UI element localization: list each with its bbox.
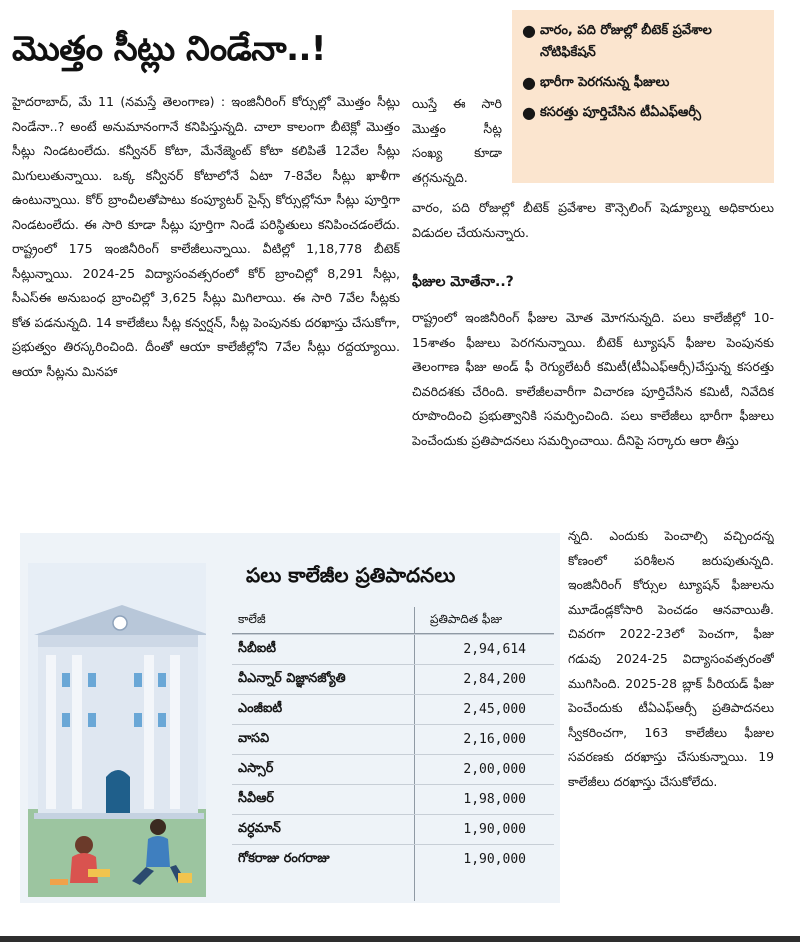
table-header-row xyxy=(232,607,554,634)
section-subheading: ఫీజుల మోతేనా..? xyxy=(412,274,514,290)
proposed-fee: 1,90,000 xyxy=(463,852,526,867)
proposed-fee: 2,45,000 xyxy=(463,702,526,717)
article-paragraph: వారం, పది రోజుల్లో బీటెక్ ప్రవేశాల కౌన్సెలింగ్ షెడ్యూల్ను అధికారులు విడుదల చేయనున్నారు. xyxy=(412,200,774,240)
table-row xyxy=(232,754,554,784)
bottom-rule xyxy=(0,936,800,942)
article-column-2-schedule xyxy=(412,196,774,260)
highlights-box xyxy=(512,10,774,183)
proposed-fee: 1,98,000 xyxy=(463,792,526,807)
highlights-list xyxy=(512,10,774,124)
header-college: కాలేజీ xyxy=(238,611,266,626)
proposed-fee: 2,84,200 xyxy=(463,672,526,687)
table-row xyxy=(232,844,554,874)
college-name: వాసవి xyxy=(238,730,270,746)
table-row xyxy=(232,724,554,754)
college-name: ఎంజీఐటీ xyxy=(238,700,283,716)
article-paragraph: న్నది. ఎందుకు పెంచాల్సి వచ్చిందన్న కోణంలో పరిశీలన జరుపుతున్నది. ఇంజినీరింగ్ కోర్సుల ట్యూషన్ ఫీజులను మూడేండ్లకోసారి పెంచడం ఆనవాయితీ. చివరగా 2022-23లో పెంచగా, ఫీజు గడువు 2024-25 విద్యాసంవత్సరంతో ముగిసింది. 2025-28 బ్లాక్ పీరియడ్ ఫీజు పెంచేందుకు టీఏఎఫ్ఆర్సీ ప్రతిపాదనలు స్వీకరించగా, 163 కాలేజీలు ఫీజుల సవరణకు దరఖాస్తు చేసుకున్నాయి. 19 కాలేజీలు దరఖాస్తు చేసుకోలేదు. xyxy=(568,528,774,789)
article-paragraph: హైదరాబాద్, మే 11 (నమస్తే తెలంగాణ) : ఇంజినీరింగ్ కోర్సుల్లో మొత్తం సీట్లు నిండేనా..? అంటే అనుమానంగానే కనిపిస్తున్నది. చాలా కాలంగా బీటెక్లో మొత్తం సీట్లు నిండటంలేదు. కన్వీనర్ కోటా, మేనేజ్మెంట్ కోటా కలిపితే 12వేల సీట్లు మిగులుతున్నాయి. ఒక్క కన్వీనర్ కోటాలోనే ఏటా 7-8వేల సీట్లు ఖాళీగా ఉంటున్నాయి. కోర్ బ్రాంచీలతోపాటు కంప్యూటర్ సైన్స్ కోర్సుల్లోనూ సీట్లు పూర్తిగా నిండటంలేదు. ఈ సారి కూడా సీట్లు పూర్తిగా నిండే పరిస్థితులు కనిపించడంలేదు. రాష్ట్రంలో 175 ఇంజినీరింగ్ కాలేజీలున్నాయి. వీటిల్లో 1,18,778 బీటెక్ సీట్లున్నాయి. 2024-25 విద్యాసంవత్సరంలో కోర్ బ్రాంచిల్లో 8,291 సీట్లు, సీఎస్ఈ అనుబంధ బ్రాంచిల్లో 3,625 సీట్లు మిగిలాయి. ఈ సారి 7వేల సీట్లకు కోత పడనున్నది. 14 కాలేజీలు సీట్ల కన్వర్షన్, సీట్ల పెంపునకు దరఖాస్తు చేసుకోగా, ప్రభుత్వం తిరస్కరించింది. దీంతో ఆయా కాలేజీల్లోని 7వేల సీట్లు రద్దయ్యాయి. ఆయా సీట్లను మినహా xyxy=(12,94,400,379)
bullet-icon: ● xyxy=(522,73,536,92)
college-name: వర్ధమాన్ xyxy=(238,820,281,836)
headline: మొత్తం సీట్లు నిండేనా..! xyxy=(12,29,326,69)
fee-proposals-box xyxy=(20,533,560,903)
article-paragraph: రాష్ట్రంలో ఇంజినీరింగ్ ఫీజుల మోత మోగనున్నది. పలు కాలేజీల్లో 10-15శాతం ఫీజులు పెరగనున్నాయి. బీటెక్ ట్యూషన్ ఫీజుల పెంపునకు తెలంగాణ ఫీజు అండ్ ఫీ రెగ్యులేటరీ కమిటీ(టీఏఎఫ్ఆర్సీ)చేస్తున్న కసరత్తు చివరిదశకు చేరింది. కాలేజీలవారీగా విచారణ పూర్తిచేసిన కమిటీ, నివేదిక రూపొందించి ప్రభుత్వానికి సమర్పించింది. పలు కాలేజీలు భారీగా ఫీజులు పెంచేందుకు ప్రతిపాదనలు సమర్పించాయి. దీనిపై సర్కారు ఆరా తీస్తు xyxy=(412,310,774,448)
table-row xyxy=(232,634,554,664)
proposed-fee: 2,94,614 xyxy=(463,642,526,657)
bullet-icon: ● xyxy=(522,21,536,40)
header-proposed-fee: ప్రతిపాదిత ఫీజు xyxy=(430,611,503,626)
college-name: సీవీఆర్ xyxy=(238,790,274,806)
college-building-icon xyxy=(28,563,206,897)
fee-table xyxy=(232,607,554,874)
highlight-item: ● కసరత్తు పూర్తిచేసిన టీఏఎఫ్ఆర్సీ xyxy=(522,103,702,122)
table-title: పలు కాలేజీల ప్రతిపాదనలు xyxy=(246,563,456,587)
proposed-fee: 2,16,000 xyxy=(463,732,526,747)
bullet-icon: ● xyxy=(522,103,536,122)
highlight-item: ● భారీగా పెరగనున్న ఫీజులు xyxy=(522,73,670,92)
article-column-2-fees xyxy=(412,306,774,524)
college-name: సీబీఐటీ xyxy=(238,640,277,656)
table-row xyxy=(232,664,554,694)
article-column-2-top xyxy=(412,92,502,192)
table-row xyxy=(232,784,554,814)
table-row xyxy=(232,694,554,724)
table-row xyxy=(232,814,554,844)
article-column-2-continued xyxy=(568,524,774,934)
article-column-1 xyxy=(12,90,400,530)
college-name: ఎస్సార్ xyxy=(238,760,274,776)
proposed-fee: 1,90,000 xyxy=(463,822,526,837)
college-name: వీఎన్నార్ విజ్ఞానజ్యోతి xyxy=(238,670,346,686)
highlight-item: ● వారం, పది రోజుల్లో బీటెక్ ప్రవేశాల నోటిఫికేషన్ xyxy=(522,21,712,60)
article-paragraph: యిస్తే ఈ సారి మొత్తం సీట్ల సంఖ్య కూడా తగ్గనున్నది. xyxy=(412,96,502,185)
proposed-fee: 2,00,000 xyxy=(463,762,526,777)
college-name: గోకరాజు రంగరాజు xyxy=(238,850,330,866)
